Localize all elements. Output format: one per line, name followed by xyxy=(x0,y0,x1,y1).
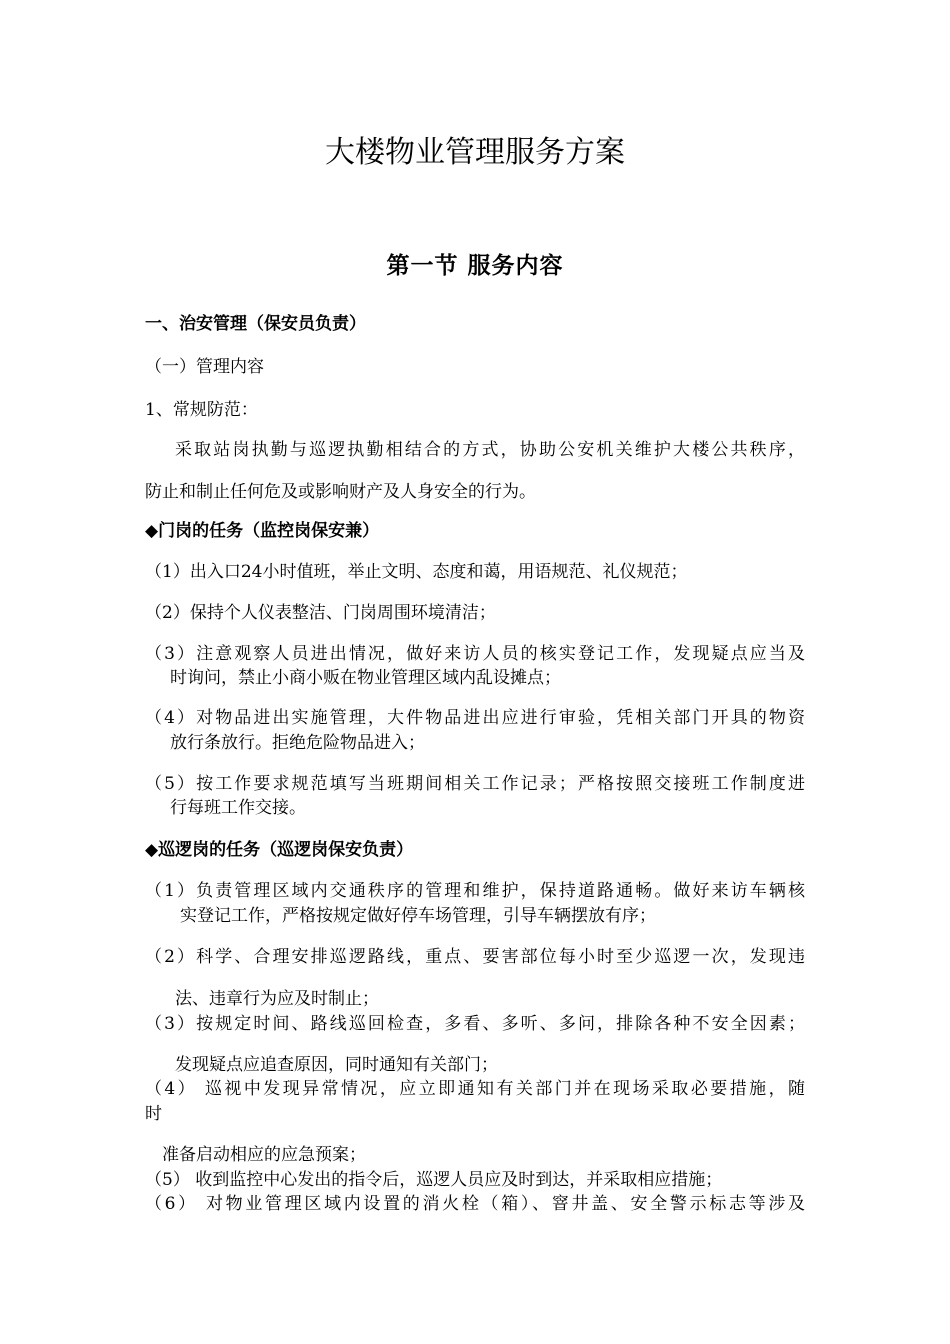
list-item-line: （5） 收到监控中心发出的指令后，巡逻人员应及时到达，并采取相应措施； xyxy=(145,1170,723,1190)
list-item-line: （4） 巡视中发现异常情况，应立即通知有关部门并在现场采取必要措施，随 xyxy=(145,1079,805,1099)
item-routine-prevention: 1、常规防范： xyxy=(145,400,258,420)
list-item-line: 时询问，禁止小商小贩在物业管理区域内乱设摊点； xyxy=(170,668,561,688)
list-item-line: （5）按工作要求规范填写当班期间相关工作记录；严格按照交接班工作制度进 xyxy=(145,774,805,794)
list-item-line: （3）注意观察人员进出情况，做好来访人员的核实登记工作，发现疑点应当及 xyxy=(145,644,805,664)
section-title: 第一节 服务内容 xyxy=(386,252,564,279)
list-item-line: （2）科学、合理安排巡逻路线，重点、要害部位每小时至少巡逻一次，发现违 xyxy=(145,947,805,967)
heading-security-management: 一、治安管理（保安员负责） xyxy=(145,314,366,334)
list-item-line: 放行条放行。拒绝危险物品进入； xyxy=(170,733,425,753)
list-item-line: （1）出入口24小时值班，举止文明、态度和蔼，用语规范、礼仪规范； xyxy=(145,562,688,582)
paragraph-line: 采取站岗执勤与巡逻执勤相结合的方式，协助公安机关维护大楼公共秩序， xyxy=(175,440,805,460)
paragraph-line: 防止和制止任何危及或影响财产及人身安全的行为。 xyxy=(145,482,536,502)
document-title: 大楼物业管理服务方案 xyxy=(325,135,625,170)
list-item-line: （4）对物品进出实施管理，大件物品进出应进行审验，凭相关部门开具的物资 xyxy=(145,708,805,728)
list-item-line: 发现疑点应追查原因，同时通知有关部门； xyxy=(175,1055,498,1075)
list-item-line: （6） 对物业管理区域内设置的消火栓（箱）、窨井盖、安全警示标志等涉及 xyxy=(145,1194,805,1214)
list-item-line: （2）保持个人仪表整洁、门岗周围环境清洁； xyxy=(145,603,496,623)
list-item-line: 行每班工作交接。 xyxy=(170,798,306,818)
list-item-line: 实登记工作，严格按规定做好停车场管理，引导车辆摆放有序； xyxy=(180,906,656,926)
list-item-line: 时 xyxy=(145,1104,162,1124)
subheading-management-content: （一）管理内容 xyxy=(145,357,264,377)
list-item-line: （3）按规定时间、路线巡回检查，多看、多听、多问，排除各种不安全因素； xyxy=(145,1014,805,1034)
list-item-line: 准备启动相应的应急预案； xyxy=(162,1145,366,1165)
heading-patrol-duty: ◆巡逻岗的任务（巡逻岗保安负责） xyxy=(145,840,414,860)
list-item-line: （1）负责管理区域内交通秩序的管理和维护，保持道路通畅。做好来访车辆核 xyxy=(145,881,805,901)
heading-gate-duty: ◆门岗的任务（监控岗保安兼） xyxy=(145,521,380,541)
list-item-line: 法、违章行为应及时制止； xyxy=(175,989,379,1009)
